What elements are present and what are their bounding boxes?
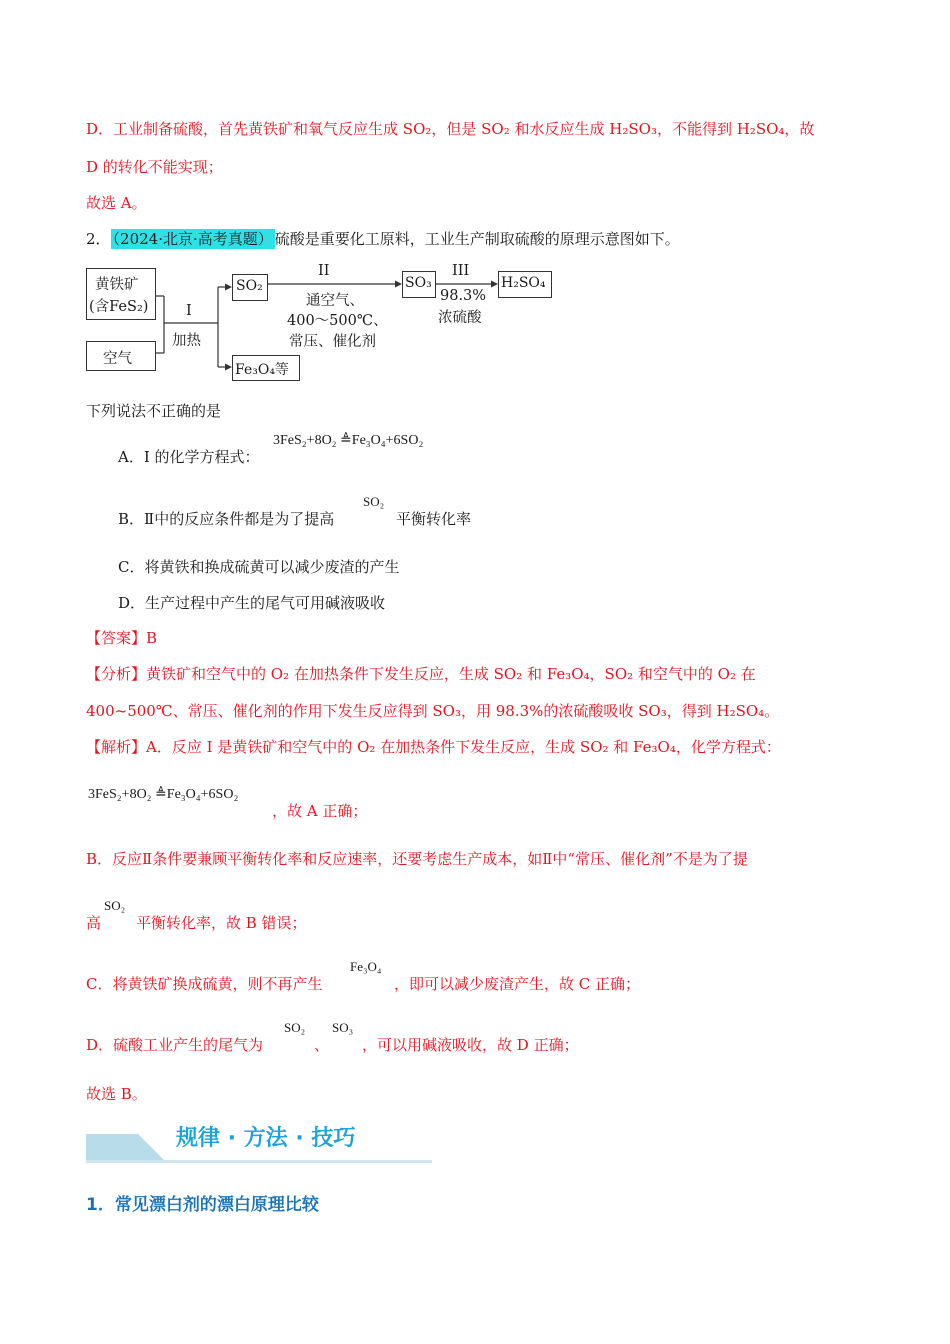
option-b-tail: 平衡转化率 bbox=[396, 510, 472, 528]
option-c: C．将黄铁和换成硫黄可以减少废渣的产生 bbox=[118, 558, 400, 576]
step-2-cond-3: 常压、催化剂 bbox=[289, 334, 376, 350]
arrowhead-h2so4 bbox=[491, 281, 498, 288]
explain-c-tail: ，即可以减少废渣产生，故 C 正确； bbox=[394, 975, 641, 993]
so2-label: SO₂ bbox=[236, 278, 263, 294]
h2so4-box bbox=[498, 271, 552, 298]
pyrite-label: 黄铁矿 bbox=[95, 277, 139, 293]
prev-answer-line-d2: D 的转化不能实现； bbox=[86, 158, 223, 176]
banner-tab-shape bbox=[86, 1134, 164, 1160]
source-tag: （2024·北京·高考真题） bbox=[112, 230, 273, 248]
diagram-lines bbox=[0, 0, 950, 400]
option-a bbox=[118, 446, 260, 467]
analysis-text-1: 黄铁矿和空气中的 O₂ 在加热条件下发生反应，生成 SO₂ 和 Fe₃O₄，SO₂ 和空气中的 O₂ 在 bbox=[146, 665, 756, 683]
step-3-cond-1: 98.3% bbox=[440, 288, 487, 304]
option-a-text: A．I 的化学方程式： bbox=[118, 448, 260, 466]
air-label: 空气 bbox=[103, 351, 132, 367]
pyrite-sub-label: (含FeS₂) bbox=[89, 299, 149, 315]
prev-answer-choose: 故选 A。 bbox=[86, 194, 147, 212]
option-a-formula: 3FeS₂+8O₂ ≜Fe₃O₄+6SO₂ bbox=[273, 433, 424, 448]
step-2-cond-2: 400～500℃、 bbox=[287, 313, 388, 329]
explain-d-pre: D．硫酸工业产生的尾气为 bbox=[86, 1036, 264, 1054]
h2so4-label: H₂SO₄ bbox=[501, 275, 546, 291]
section-banner-title: 规律 · 方法 · 技巧 bbox=[176, 1126, 356, 1151]
answer-choose: 故选 B。 bbox=[86, 1085, 147, 1103]
answer-label: 【答案】B bbox=[86, 629, 158, 647]
step-1-condition: 加热 bbox=[172, 333, 201, 349]
explain-label: 【解析】 bbox=[86, 738, 147, 756]
step-2-cond-1: 通空气、 bbox=[306, 293, 364, 309]
explain-c-pre: C．将黄铁矿换成硫黄，则不再产生 bbox=[86, 975, 323, 993]
explain-d-formula-2: SO₃ bbox=[332, 1020, 354, 1035]
explain-b-tail: 平衡转化率，故 B 错误； bbox=[136, 914, 307, 932]
option-d: D．生产过程中产生的尾气可用碱液吸收 bbox=[118, 594, 386, 612]
explain-a bbox=[86, 736, 781, 757]
explain-a-text: A．反应 I 是黄铁矿和空气中的 O₂ 在加热条件下发生反应，生成 SO₂ 和 Fe₃O₄，化学方程式： bbox=[146, 738, 781, 756]
step-2-label: II bbox=[318, 263, 330, 279]
fe3o4-label: Fe₃O₄等 bbox=[235, 362, 289, 378]
section-heading: 1．常见漂白剂的漂白原理比较 bbox=[86, 1195, 319, 1215]
so2-box bbox=[232, 274, 268, 301]
analysis-label: 【分析】 bbox=[86, 665, 147, 683]
explain-a-tail: ，故 A 正确； bbox=[272, 802, 368, 820]
question-number: 2． bbox=[86, 230, 111, 248]
step-3-label: III bbox=[452, 263, 470, 279]
arrowhead-fe3o4 bbox=[225, 364, 232, 371]
prev-answer-line-d1: D．工业制备硫酸，首先黄铁矿和氧气反应生成 SO₂，但是 SO₂ 和水反应生成 H₂SO₃，不能得到 H₂SO₄，故 bbox=[86, 120, 815, 138]
option-b bbox=[118, 508, 334, 529]
option-b-text: B．Ⅱ中的反应条件都是为了提高 bbox=[118, 510, 335, 528]
explain-b-formula: SO₂ bbox=[104, 898, 126, 913]
explain-a-formula: 3FeS₂+8O₂ ≜Fe₃O₄+6SO₂ bbox=[88, 787, 239, 802]
question-text: 硫酸是重要化工原料，工业生产制取硫酸的原理示意图如下。 bbox=[274, 230, 680, 248]
analysis-line-1 bbox=[86, 663, 756, 684]
explain-d-formula-1: SO₂ bbox=[284, 1020, 306, 1035]
explain-d-separator: 、 bbox=[314, 1036, 330, 1054]
explain-d-tail: ，可以用碱液吸收，故 D 正确； bbox=[362, 1036, 579, 1054]
so3-label: SO₃ bbox=[405, 275, 432, 291]
banner-underline bbox=[86, 1160, 432, 1163]
so3-box bbox=[402, 271, 436, 298]
fe3o4-box bbox=[232, 355, 300, 381]
arrowhead-so2 bbox=[225, 284, 232, 291]
step-1-label: I bbox=[186, 303, 192, 319]
explain-c-formula: Fe₃O₄ bbox=[350, 959, 382, 974]
question-prompt: 下列说法不正确的是 bbox=[86, 402, 222, 420]
analysis-line-2: 400~500℃、常压、催化剂的作用下发生反应得到 SO₃，用 98.3%的浓硫酸吸收 SO₃，得到 H₂SO₄。 bbox=[86, 702, 780, 720]
option-b-formula: SO₂ bbox=[363, 494, 385, 509]
explain-b-pre: 高 bbox=[86, 914, 102, 932]
explain-b-line-1: B．反应Ⅱ条件要兼顾平衡转化率和反应速率，还要考虑生产成本，如Ⅱ中“常压、催化剂”不是为了提 bbox=[86, 850, 748, 868]
step-3-cond-2: 浓硫酸 bbox=[438, 310, 482, 326]
arrowhead-so3 bbox=[395, 281, 402, 288]
